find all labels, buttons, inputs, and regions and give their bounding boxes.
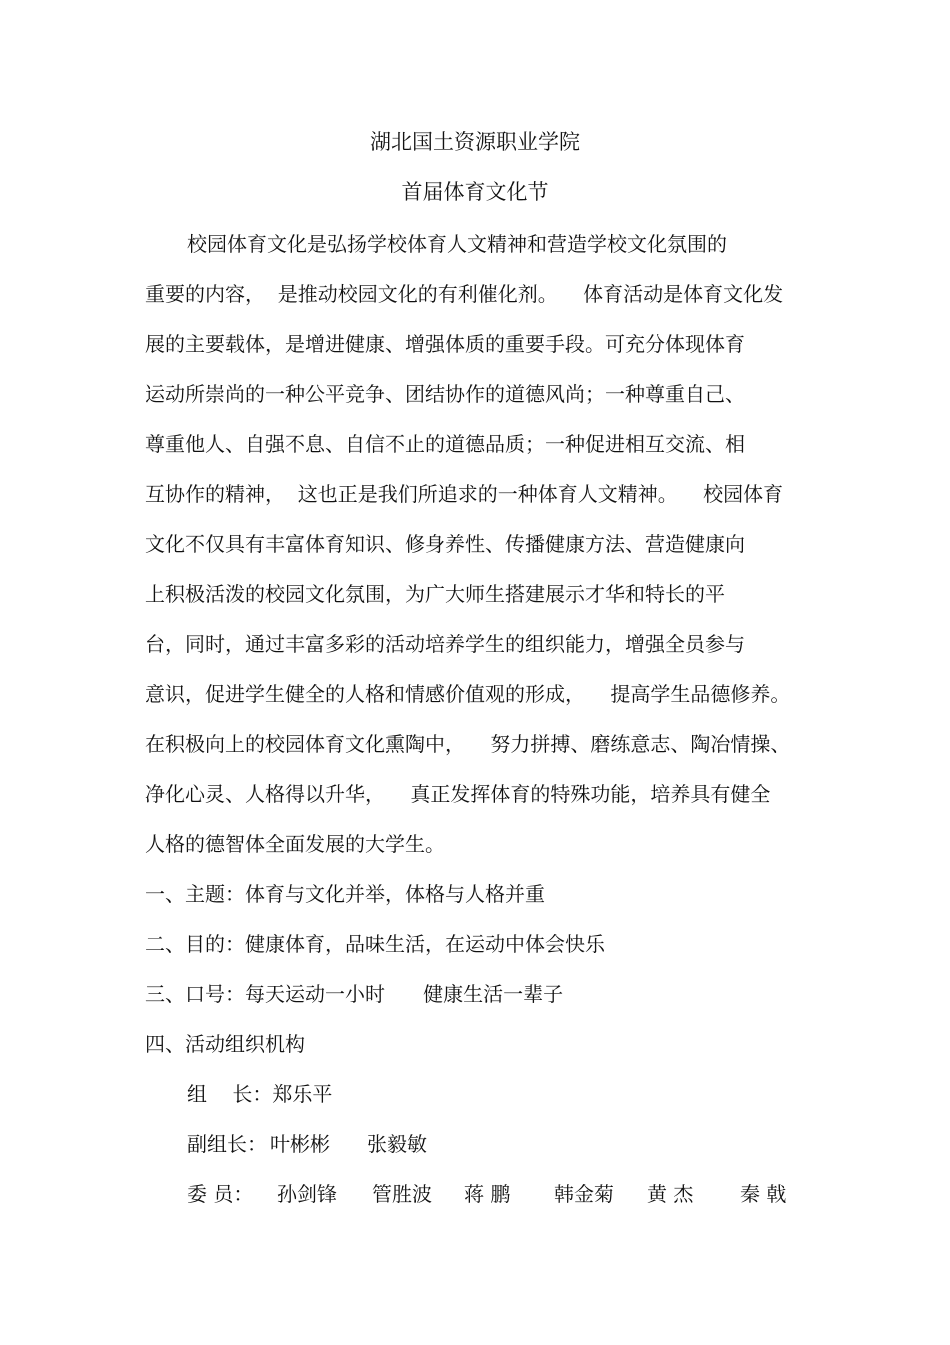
org-members-row <box>187 1180 807 1208</box>
org-leader: 组 长：郑乐平 <box>187 1082 333 1106</box>
member-name: 管胜波 <box>372 1182 432 1206</box>
paragraph-line: 展的主要载体，是增进健康、增强体质的重要手段。可充分体现体育 <box>145 332 745 356</box>
deputy-label: 副组长： <box>187 1132 267 1156</box>
section-theme: 一、主题：体育与文化并举，体格与人格并重 <box>145 882 545 906</box>
paragraph-line: 台，同时，通过丰富多彩的活动培养学生的组织能力，增强全员参与 <box>145 632 745 656</box>
section-organization: 四、活动组织机构 <box>145 1032 305 1056</box>
org-deputies-row <box>187 1130 807 1158</box>
paragraph-line: 净化心灵、人格得以升华， 真正发挥体育的特殊功能，培养具有健全 <box>145 782 771 806</box>
section-purpose: 二、目的：健康体育，品味生活，在运动中体会快乐 <box>145 932 605 956</box>
section-slogan: 三、口号：每天运动一小时 健康生活一辈子 <box>145 982 564 1006</box>
deputy-name: 叶彬彬 <box>270 1132 330 1156</box>
paragraph-line: 重要的内容， 是推动校园文化的有利催化剂。 体育活动是体育文化发 <box>145 282 784 306</box>
paragraph-line: 文化不仅具有丰富体育知识、修身养性、传播健康方法、营造健康向 <box>145 532 745 556</box>
paragraph-line: 互协作的精神， 这也正是我们所追求的一种体育人文精神。 校园体育 <box>145 482 784 506</box>
members-label: 委 员： <box>187 1182 254 1206</box>
member-name: 秦 戟 <box>740 1182 787 1206</box>
member-name: 孙剑锋 <box>277 1182 337 1206</box>
paragraph-line: 校园体育文化是弘扬学校体育人文精神和营造学校文化氛围的 <box>187 232 727 256</box>
deputy-name: 张毅敏 <box>367 1132 427 1156</box>
paragraph-line: 运动所崇尚的一种公平竞争、团结协作的道德风尚；一种尊重自己、 <box>145 382 745 406</box>
document-title: 湖北国土资源职业学院 <box>370 130 580 154</box>
paragraph-line: 尊重他人、自强不息、自信不止的道德品质；一种促进相互交流、相 <box>145 432 745 456</box>
paragraph-line: 人格的德智体全面发展的大学生。 <box>145 832 445 856</box>
member-name: 蒋 鹏 <box>464 1182 511 1206</box>
paragraph-line: 上积极活泼的校园文化氛围，为广大师生搭建展示才华和特长的平 <box>145 582 725 606</box>
paragraph-line: 在积极向上的校园体育文化熏陶中， 努力拼搏、磨练意志、陶冶情操、 <box>145 732 791 756</box>
paragraph-line: 意识，促进学生健全的人格和情感价值观的形成， 提高学生品德修养。 <box>145 682 791 706</box>
member-name: 韩金菊 <box>554 1182 614 1206</box>
document-subtitle: 首届体育文化节 <box>401 180 549 204</box>
member-name: 黄 杰 <box>647 1182 694 1206</box>
